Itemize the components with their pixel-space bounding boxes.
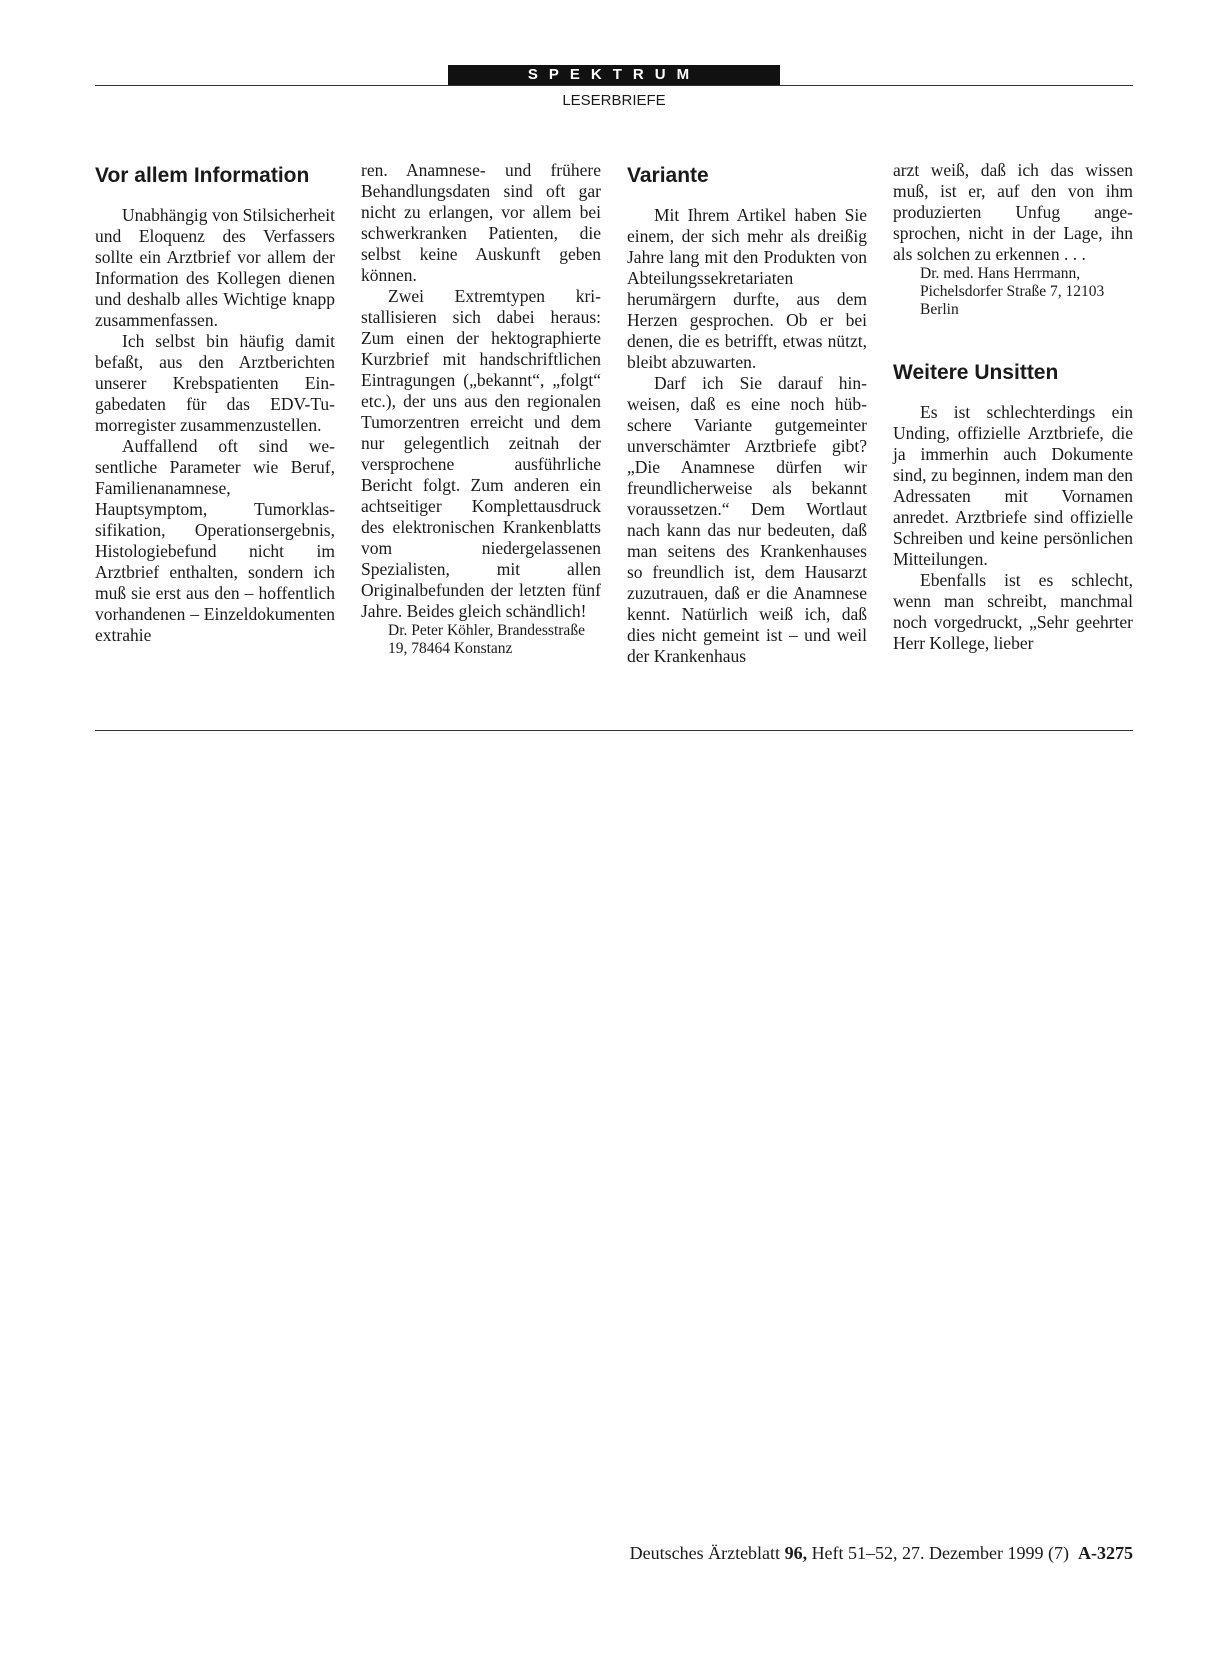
- letter-1-title: Vor allem Information: [95, 164, 310, 187]
- header-rule: [95, 85, 1133, 86]
- page-footer: [630, 1542, 1133, 1564]
- letter-3-paragraph: Es ist schlechterdings ein Unding, offizielle Arztbriefe, die ja immerhin auch Dokumente sind, zu beginnen, indem man den Adressaten mit Vornamen anredet. Arztbriefe sind offizielle Schreiben und keine persönlichen Mitteilungen.: [893, 402, 1133, 569]
- column-3: [627, 160, 867, 667]
- letter-1-paragraph: Ich selbst bin häufig damit befaßt, aus den Arztberichten unserer Krebspatienten Eingabedaten für das EDV-Tumorregister zusammenzustellen.: [95, 331, 335, 435]
- section-band: [448, 65, 780, 85]
- letter-2-signature: Dr. med. Hans Herrmann, Pichelsdorfer Straße 7, 12103 Berlin: [920, 265, 1105, 318]
- letter-1-signature: Dr. Peter Köhler, Brandesstraße 19, 78464 Konstanz: [388, 622, 585, 657]
- column-4: [893, 160, 1133, 654]
- band-label: SPEKTRUM: [527, 66, 701, 83]
- journal-issue: Heft 51–52, 27. Dezember 1999 (7): [811, 1543, 1069, 1563]
- letter-3-paragraph: Ebenfalls ist es schlecht, wenn man schreibt, manchmal noch vorgedruckt, „Sehr geehrter Herr Kollege, lieber: [893, 570, 1133, 653]
- letter-1-paragraph-continued: ren. Anamnese- und frühere Behandlungsdaten sind oft gar nicht zu erlangen, vor allem bei schwerkranken Patienten, die selbst keine Auskunft geben können.: [361, 160, 601, 285]
- letter-2-paragraph: Mit Ihrem Artikel haben Sie einem, der sich mehr als dreißig Jahre lang mit den Produkten von Abteilungssekretariaten herumärgern durfte, aus dem Herzen gesprochen. Ob er bei denen, die es betrifft, etwas nützt, bleibt abzuwarten.: [627, 205, 867, 372]
- page-number: A-3275: [1078, 1543, 1133, 1563]
- letter-1-paragraph: Unabhängig von Stilsicherheit und Eloquenz des Verfassers sollte ein Arztbrief vor allem der Information des Kollegen dienen und deshalb alles Wichtige knapp zusammenfassen.: [95, 205, 335, 330]
- journal-name: Deutsches Ärzteblatt: [629, 1543, 781, 1563]
- letter-1-paragraph: Auffallend oft sind wesentliche Parameter wie Beruf, Familienanamnese, Hauptsymptom, Tumorklassifikation, Operationsergebnis, Histologiebefund nicht im Arztbrief enthalten, sondern ich muß sie erst aus den – hoffentlich vorhandenen – Einzeldokumenten extrahie: [95, 436, 335, 645]
- article-end-rule: [95, 730, 1133, 731]
- column-1: [95, 160, 335, 646]
- letter-2-paragraph: Darf ich Sie darauf hinweisen, daß es eine noch hübschere Variante gutgemeinter unverschämter Arztbriefe gibt? „Die Anamnese dürfen wir freundlicherweise als bekannt voraussetzen.“ Dem Wortlaut nach kann das nur bedeuten, daß man seitens des Krankenhauses so freundlich ist, dem Hausarzt zuzutrauen, daß er die Anamnese kennt. Natürlich weiß ich, daß dies nicht gemeint ist – und weil der Krankenhaus: [627, 373, 867, 666]
- letter-1-paragraph: Zwei Extremtypen kristallisieren sich dabei heraus: Zum einen der hektographierte Kurzbrief mit handschriftlichen Eintragungen („bekannt“, „folgt“ etc.), der uns aus den regionalen Tumorzentren erreicht und dem nur gelegentlich zeitnah der versprochene ausführliche Bericht folgt. Zum anderen ein achtseitiger Komplettausdruck des elektronischen Krankenblatts vom niedergelassenen Spezialisten, mit allen Originalbefunden der letzten fünf Jahre. Beides gleich schändlich!: [361, 286, 601, 621]
- column-2: [361, 160, 601, 658]
- letter-3-title: Weitere Unsitten: [893, 361, 1059, 384]
- letter-2-title: Variante: [627, 164, 709, 187]
- journal-volume: 96,: [784, 1543, 808, 1563]
- letter-2-paragraph-continued: arzt weiß, daß ich das wissen muß, ist er, auf den von ihm produzierten Unfug angesprochen, nicht in der Lage, ihn als solchen zu erkennen . . .: [893, 160, 1133, 264]
- section-title: LESERBRIEFE: [562, 92, 666, 109]
